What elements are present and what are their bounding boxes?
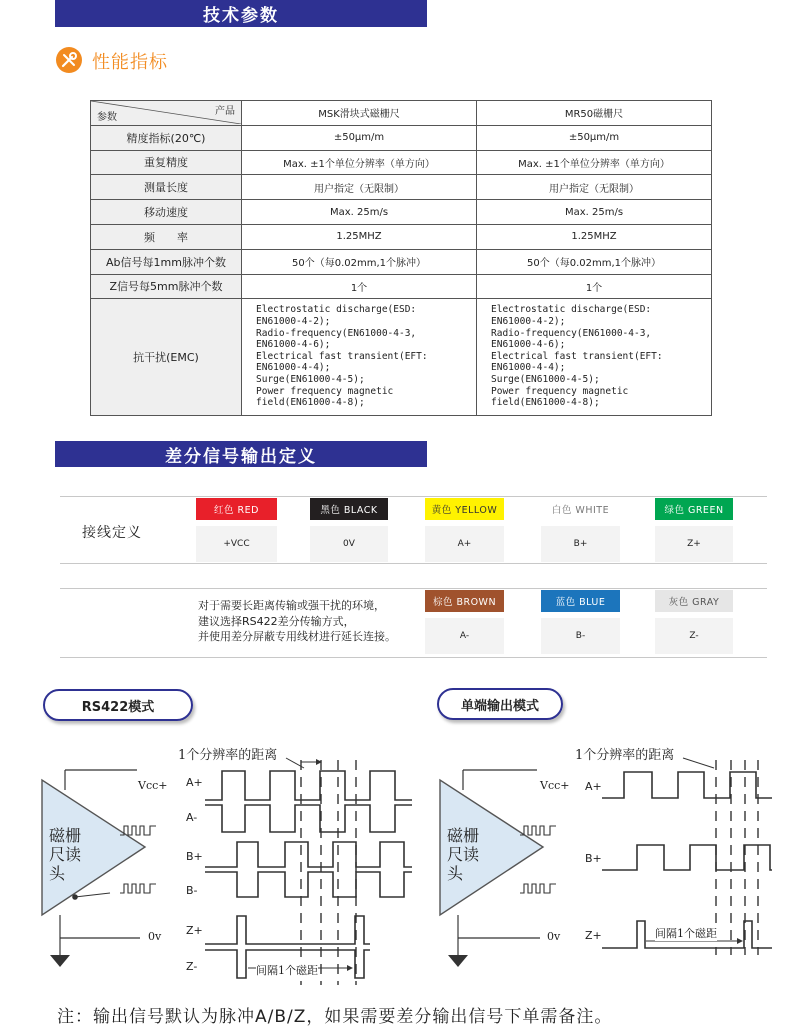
diff-signal-title: 差分信号输出定义 [165, 446, 317, 467]
waveform-single-b-plus [602, 845, 772, 870]
emc-line: Electrical fast transient(EFT: [256, 350, 428, 362]
single-0v-label: 0v [547, 930, 561, 943]
rs422-mode-label: RS422模式 [43, 689, 193, 721]
note-line: 建议选择RS422差分传输方式， [198, 614, 355, 628]
waveform-single-a-plus [602, 772, 772, 798]
emc-line: field(EN61000-4-8); [256, 397, 365, 409]
signal-z-minus: Z- [655, 618, 733, 654]
waveform-z-plus [205, 916, 370, 944]
waveform-a-minus [205, 805, 412, 832]
row-label: Ab信号每1mm脉冲个数 [91, 249, 242, 274]
signal-label: Z+ [585, 929, 602, 942]
emc-line: EN61000-4-2); [491, 315, 566, 327]
emc-line: field(EN61000-4-8); [491, 397, 600, 409]
row-label: 重复精度 [91, 150, 242, 175]
signal-label: Z- [186, 960, 198, 973]
note-line: 并使用差分屏蔽专用线材进行延长连接。 [198, 630, 396, 643]
emc-line: Surge(EN61000-4-5); [491, 373, 600, 385]
cell-value: 1.25MHZ [477, 224, 712, 249]
cell-value: Max. 25m/s [477, 200, 712, 225]
row-label: 精度指标(20℃) [91, 125, 242, 150]
emc-line: Radio-frequency(EN61000-4-3, [256, 327, 417, 339]
waveform-a-plus [205, 771, 412, 800]
column-header-msk: MSK滑块式磁栅尺 [242, 101, 477, 126]
single-interval-label: 间隔1个磁距 [655, 927, 717, 940]
header-param: 参数 [97, 112, 117, 124]
wire-color-black: 黑色 BLACK [310, 498, 388, 520]
signal-label: B+ [585, 852, 602, 865]
signal-b-plus: B+ [541, 526, 620, 562]
signal-label: A- [186, 811, 198, 824]
waveform-b-plus [205, 842, 412, 867]
emc-line: Electrostatic discharge(ESD: [491, 304, 652, 316]
rs422-vcc-label: Vcc+ [138, 779, 168, 792]
row-label: Z信号每5mm脉冲个数 [91, 274, 242, 299]
single-reader-label [447, 826, 479, 883]
wire-color-white: 白色 WHITE [541, 498, 620, 520]
reader-text: 磁栅 [49, 826, 82, 845]
emc-line: Surge(EN61000-4-5); [256, 373, 365, 385]
signal-label: B- [186, 884, 198, 897]
signal-0v: 0V [310, 526, 388, 562]
tech-params-title: 技术参数 [203, 6, 279, 26]
reader-text: 头 [49, 864, 66, 883]
reader-text: 尺读 [447, 845, 480, 864]
signal-a-minus: A- [425, 618, 504, 654]
single-resolution-label: 1个分辨率的距离 [575, 748, 675, 763]
header-product: 产品 [215, 106, 235, 118]
emc-line: Electrostatic discharge(ESD: [256, 304, 417, 316]
signal-b-minus: B- [541, 618, 620, 654]
ground-icon [50, 955, 70, 967]
signal-vcc: +VCC [196, 526, 277, 562]
row-label: 移动速度 [91, 200, 242, 225]
reader-text: 尺读 [49, 845, 82, 864]
rs422-0v-label: 0v [148, 930, 162, 943]
wire-color-gray: 灰色 GRAY [655, 590, 733, 612]
performance-title: 性能指标 [92, 52, 168, 73]
pulse-icon [120, 884, 156, 893]
emc-line: Power frequency magnetic [256, 385, 394, 397]
row-label: 频 率 [91, 224, 242, 249]
cell-value: 用户指定（无限制） [242, 175, 477, 200]
column-header-mr50: MR50磁栅尺 [477, 101, 712, 126]
cell-value: 1个 [477, 274, 712, 299]
emc-line: Power frequency magnetic [491, 385, 629, 397]
cell-value: Max. 25m/s [242, 200, 477, 225]
cell-value: 1.25MHZ [242, 224, 477, 249]
emc-line: EN61000-4-2); [256, 315, 331, 327]
cell-value: 50个（每0.02mm,1个脉冲） [242, 249, 477, 274]
cell-value: Max. ±1个单位分辨率（单方向） [242, 150, 477, 175]
pulse-icon [520, 884, 556, 893]
signal-z-plus: Z+ [655, 526, 733, 562]
wire-color-yellow: 黄色 YELLOW [425, 498, 504, 520]
cell-value: Max. ±1个单位分辨率（单方向） [477, 150, 712, 175]
ground-icon [448, 955, 468, 967]
cell-value: 50个（每0.02mm,1个脉冲） [477, 249, 712, 274]
emc-line: Radio-frequency(EN61000-4-3, [491, 327, 652, 339]
signal-a-plus: A+ [425, 526, 504, 562]
emc-line: EN61000-4-6); [491, 339, 566, 351]
cell-value: 1个 [242, 274, 477, 299]
emc-line: EN61000-4-4); [256, 362, 331, 374]
single-mode-label: 单端输出模式 [437, 688, 563, 720]
rs422-interval-label: 间隔1个磁距 [256, 964, 318, 977]
row-label: 测量长度 [91, 175, 242, 200]
wire-color-blue: 蓝色 BLUE [541, 590, 620, 612]
waveform-b-minus [205, 872, 412, 897]
emc-line: EN61000-4-6); [256, 339, 331, 351]
row-label-emc: 抗干扰(EMC) [91, 299, 242, 415]
wire-color-green: 绿色 GREEN [655, 498, 733, 520]
reader-text: 头 [447, 864, 464, 883]
cell-value: ±50μm/m [477, 125, 712, 150]
wire-color-red: 红色 RED [196, 498, 277, 520]
wiring-label: 接线定义 [82, 525, 142, 541]
note-line: 对于需要长距离传输或强干扰的环境， [198, 599, 385, 612]
pulse-icon [520, 826, 556, 835]
signal-label: Z+ [186, 924, 203, 937]
single-vcc-label: Vcc+ [540, 779, 570, 792]
rs422-reader-label [49, 826, 81, 883]
rs422-resolution-label: 1个分辨率的距离 [178, 748, 278, 763]
signal-label: A+ [585, 780, 602, 793]
wire-color-brown: 棕色 BROWN [425, 590, 504, 612]
emc-line: EN61000-4-4); [491, 362, 566, 374]
signal-label: B+ [186, 850, 203, 863]
reader-text: 磁栅 [447, 826, 480, 845]
cell-value: 用户指定（无限制） [477, 175, 712, 200]
cell-value: ±50μm/m [242, 125, 477, 150]
signal-label: A+ [186, 776, 203, 789]
footer-note: 注：输出信号默认为脉冲A/B/Z，如果需要差分输出信号下单需备注。 [57, 1007, 613, 1027]
emc-line: Electrical fast transient(EFT: [491, 350, 663, 362]
